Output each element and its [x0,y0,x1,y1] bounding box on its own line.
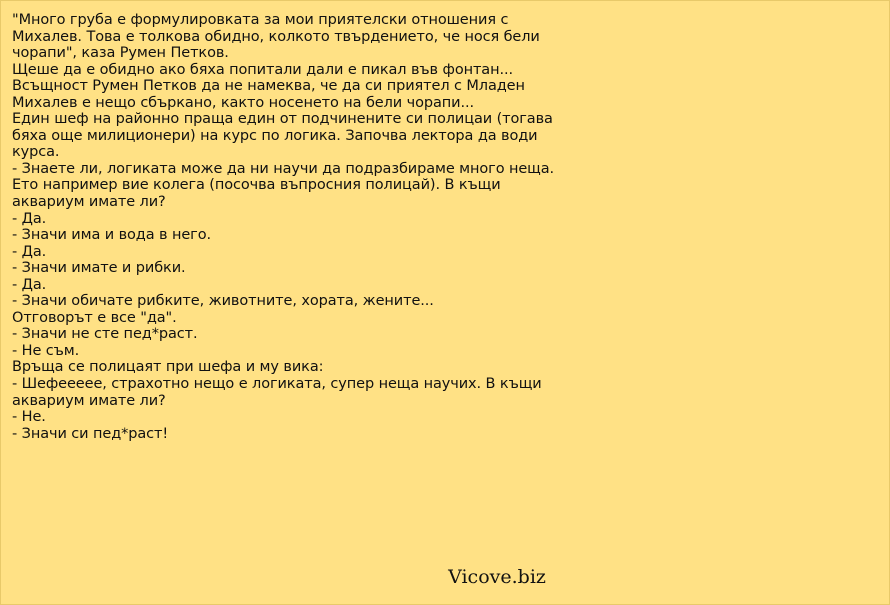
joke-line: чорапи", каза Румен Петков. [12,45,229,62]
joke-line: - Значи имате и рибки. [12,260,186,277]
joke-line: - Значи си пед*раст! [12,425,169,442]
joke-line: Всъщност Румен Петков да не намеква, че да си приятел с Младен [12,78,525,95]
joke-line: - Не. [12,409,46,426]
joke-line: - Значи има и вода в него. [12,227,211,244]
joke-line: бяха още милиционери) на курс по логика. Започва лектора да води [12,127,538,144]
watermark-text: Vicove.biz [448,566,546,588]
joke-line: курса. [12,144,60,161]
joke-line: "Много груба е формулировката за мои приятелски отношения с [12,12,509,28]
joke-line: - Шефеееее, страхотно нещо е логиката, супер неща научих. В къщи [12,376,542,393]
joke-line: - Не съм. [12,342,80,359]
joke-line: Михалев. Това е толкова обидно, колкото твърдението, че нося бели [12,28,540,45]
joke-line: - Да. [12,243,47,260]
joke-line: - Значи не сте пед*раст. [12,326,198,343]
joke-line: аквариум имате ли? [12,194,166,211]
joke-line: Щеше да е обидно ако бяха попитали дали е пикал във фонтан... [12,61,514,78]
joke-line: - Да. [12,276,47,293]
joke-line: Един шеф на районно праща един от подчинените си полицаи (тогава [12,111,553,128]
joke-text [12,12,582,442]
joke-line: Михалев е нещо сбъркано, както носенето на бели чорапи... [12,94,474,111]
joke-line: - Значи обичате рибките, животните, хората, жените... [12,293,434,310]
joke-line: Отговорът е все "да". [12,309,177,326]
joke-line: аквариум имате ли? [12,392,166,409]
joke-line: Връща се полицаят при шефа и му вика: [12,359,324,376]
joke-line: - Знаете ли, логиката може да ни научи да подразбираме много неща. [12,160,555,177]
site-watermark [1,566,889,588]
joke-line: Ето например вие колега (посочва въпросния полицай). В къщи [12,177,501,194]
joke-line: - Да. [12,210,47,227]
